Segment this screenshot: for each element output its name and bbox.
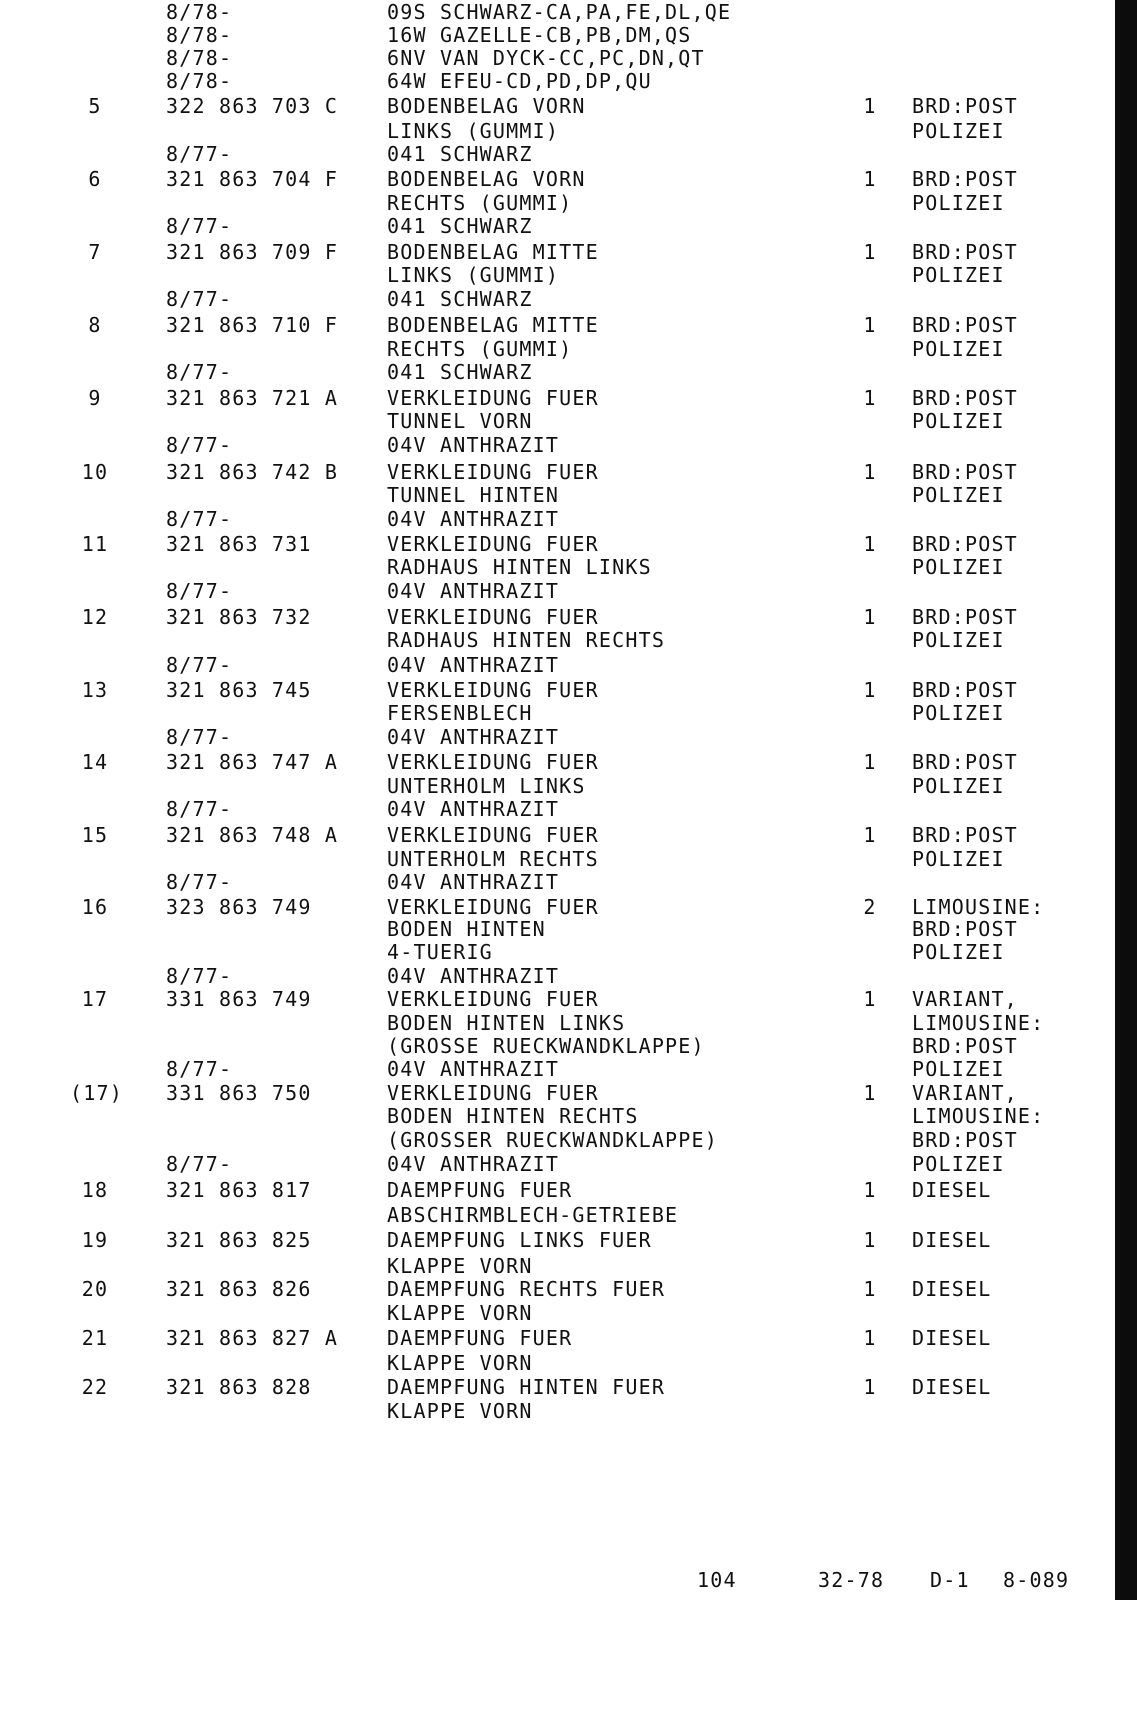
part-description: 041 SCHWARZ [387,287,533,311]
part-number: 321 863 826 [166,1277,312,1301]
part-description: 16W GAZELLE-CB,PB,DM,QS [387,23,692,47]
quantity: 1 [863,94,877,118]
position-number: (17) [70,1081,123,1105]
remark: POLIZEI [912,1057,1005,1081]
part-description: 4-TUERIG [387,940,493,964]
part-description: KLAPPE VORN [387,1301,533,1325]
part-description: 04V ANTHRAZIT [387,964,560,988]
part-number: 323 863 749 [166,895,312,919]
part-description: 04V ANTHRAZIT [387,433,560,457]
part-description: TUNNEL VORN [387,409,533,433]
page-footer [0,1568,1137,1592]
page-number: 104 [697,1568,737,1592]
quantity: 1 [863,605,877,629]
remark: POLIZEI [912,337,1005,361]
quantity: 1 [863,750,877,774]
part-description: RECHTS (GUMMI) [387,191,573,215]
position-number: 10 [81,460,109,484]
remark: DIESEL [912,1326,992,1350]
part-number: 8/78- [166,23,233,47]
position-number: 16 [81,895,109,919]
part-description: 04V ANTHRAZIT [387,507,560,531]
remark: POLIZEI [912,191,1005,215]
part-number: 8/77- [166,142,233,166]
part-description: VERKLEIDUNG FUER [387,895,599,919]
remark: BRD:POST [912,917,1018,941]
part-description: 041 SCHWARZ [387,214,533,238]
section-code: D-1 [930,1568,970,1592]
part-number: 321 863 732 [166,605,312,629]
part-number: 321 863 745 [166,678,312,702]
remark: VARIANT, [912,1081,1018,1105]
part-number: 8/77- [166,1152,233,1176]
part-description: VERKLEIDUNG FUER [387,386,599,410]
part-description: RADHAUS HINTEN LINKS [387,555,652,579]
remark: POLIZEI [912,774,1005,798]
part-description: 041 SCHWARZ [387,142,533,166]
part-number: 321 863 709 F [166,240,339,264]
part-number: 8/78- [166,46,233,70]
quantity: 1 [863,1081,877,1105]
position-number: 20 [81,1277,109,1301]
part-description: ABSCHIRMBLECH-GETRIEBE [387,1203,679,1227]
part-number: 8/77- [166,433,233,457]
remark: POLIZEI [912,701,1005,725]
remark: LIMOUSINE: [912,1104,1045,1128]
part-number: 321 863 825 [166,1228,312,1252]
position-number: 9 [88,386,102,410]
quantity: 1 [863,386,877,410]
position-number: 11 [81,532,109,556]
remark: BRD:POST [912,240,1018,264]
part-number: 331 863 750 [166,1081,312,1105]
position-number: 8 [88,313,102,337]
document-code: 8-089 [1003,1568,1070,1592]
part-description: RECHTS (GUMMI) [387,337,573,361]
position-number: 21 [81,1326,109,1350]
remark: BRD:POST [912,532,1018,556]
part-description: 04V ANTHRAZIT [387,579,560,603]
part-description: RADHAUS HINTEN RECHTS [387,628,666,652]
part-description: DAEMPFUNG LINKS FUER [387,1228,652,1252]
part-number: 321 863 704 F [166,167,339,191]
part-number: 321 863 710 F [166,313,339,337]
part-description: VERKLEIDUNG FUER [387,987,599,1011]
part-number: 321 863 748 A [166,823,339,847]
part-number: 322 863 703 C [166,94,339,118]
remark: POLIZEI [912,263,1005,287]
position-number: 17 [81,987,109,1011]
remark: BRD:POST [912,386,1018,410]
remark: LIMOUSINE: [912,1011,1045,1035]
remark: DIESEL [912,1178,992,1202]
position-number: 19 [81,1228,109,1252]
remark: BRD:POST [912,94,1018,118]
part-number: 8/77- [166,797,233,821]
part-number: 331 863 749 [166,987,312,1011]
remark: BRD:POST [912,460,1018,484]
quantity: 1 [863,678,877,702]
position-number: 6 [88,167,102,191]
part-number: 8/77- [166,507,233,531]
quantity: 1 [863,1277,877,1301]
part-description: VERKLEIDUNG FUER [387,750,599,774]
part-description: BODEN HINTEN [387,917,546,941]
part-number: 8/77- [166,214,233,238]
part-number: 321 863 747 A [166,750,339,774]
quantity: 1 [863,532,877,556]
quantity: 1 [863,987,877,1011]
part-description: BODENBELAG MITTE [387,240,599,264]
part-number: 8/78- [166,69,233,93]
part-description: DAEMPFUNG FUER [387,1326,573,1350]
part-number: 8/77- [166,964,233,988]
part-description: FERSENBLECH [387,701,533,725]
remark: BRD:POST [912,605,1018,629]
quantity: 2 [863,895,877,919]
quantity: 1 [863,167,877,191]
position-number: 14 [81,750,109,774]
remark: DIESEL [912,1228,992,1252]
part-description: LINKS (GUMMI) [387,119,560,143]
position-number: 15 [81,823,109,847]
remark: POLIZEI [912,847,1005,871]
remark: BRD:POST [912,823,1018,847]
part-description: UNTERHOLM RECHTS [387,847,599,871]
part-number: 321 863 828 [166,1375,312,1399]
part-description: DAEMPFUNG HINTEN FUER [387,1375,666,1399]
remark: POLIZEI [912,628,1005,652]
part-description: VERKLEIDUNG FUER [387,1081,599,1105]
remark: POLIZEI [912,555,1005,579]
remark: POLIZEI [912,940,1005,964]
part-description: LINKS (GUMMI) [387,263,560,287]
remark: POLIZEI [912,409,1005,433]
quantity: 1 [863,1228,877,1252]
part-description: BODEN HINTEN RECHTS [387,1104,639,1128]
part-description: VERKLEIDUNG FUER [387,532,599,556]
part-number: 321 863 827 A [166,1326,339,1350]
part-description: VERKLEIDUNG FUER [387,460,599,484]
part-description: 04V ANTHRAZIT [387,725,560,749]
part-description: 64W EFEU-CD,PD,DP,QU [387,69,652,93]
part-number: 8/78- [166,0,233,24]
part-description: BODEN HINTEN LINKS [387,1011,626,1035]
remark: BRD:POST [912,313,1018,337]
part-description: BODENBELAG MITTE [387,313,599,337]
part-number: 8/77- [166,579,233,603]
group-code: 32-78 [818,1568,885,1592]
part-description: 04V ANTHRAZIT [387,1152,560,1176]
part-number: 321 863 817 [166,1178,312,1202]
part-description: VERKLEIDUNG FUER [387,678,599,702]
position-number: 18 [81,1178,109,1202]
remark: BRD:POST [912,1034,1018,1058]
position-number: 13 [81,678,109,702]
part-description: 04V ANTHRAZIT [387,653,560,677]
part-description: (GROSSER RUECKWANDKLAPPE) [387,1128,719,1152]
remark: LIMOUSINE: [912,895,1045,919]
part-description: UNTERHOLM LINKS [387,774,586,798]
part-description: 04V ANTHRAZIT [387,870,560,894]
quantity: 1 [863,460,877,484]
remark: POLIZEI [912,1152,1005,1176]
position-number: 22 [81,1375,109,1399]
part-number: 8/77- [166,725,233,749]
part-description: DAEMPFUNG RECHTS FUER [387,1277,666,1301]
position-number: 12 [81,605,109,629]
part-description: KLAPPE VORN [387,1399,533,1423]
part-number: 8/77- [166,653,233,677]
part-description: KLAPPE VORN [387,1351,533,1375]
position-number: 7 [88,240,102,264]
part-description: VERKLEIDUNG FUER [387,605,599,629]
part-number: 8/77- [166,870,233,894]
remark: POLIZEI [912,119,1005,143]
part-number: 321 863 731 [166,532,312,556]
quantity: 1 [863,1178,877,1202]
quantity: 1 [863,1326,877,1350]
quantity: 1 [863,240,877,264]
remark: POLIZEI [912,483,1005,507]
part-description: 041 SCHWARZ [387,360,533,384]
part-description: 04V ANTHRAZIT [387,797,560,821]
part-description: BODENBELAG VORN [387,167,586,191]
remark: BRD:POST [912,678,1018,702]
position-number: 5 [88,94,102,118]
quantity: 1 [863,313,877,337]
quantity: 1 [863,1375,877,1399]
remark: BRD:POST [912,167,1018,191]
scan-edge-shadow [1115,0,1137,1600]
part-description: 04V ANTHRAZIT [387,1057,560,1081]
part-number: 8/77- [166,287,233,311]
remark: VARIANT, [912,987,1018,1011]
remark: BRD:POST [912,750,1018,774]
part-description: (GROSSE RUECKWANDKLAPPE) [387,1034,705,1058]
part-description: VERKLEIDUNG FUER [387,823,599,847]
part-description: 09S SCHWARZ-CA,PA,FE,DL,QE [387,0,732,24]
part-number: 8/77- [166,360,233,384]
part-description: KLAPPE VORN [387,1254,533,1278]
remark: DIESEL [912,1375,992,1399]
part-description: DAEMPFUNG FUER [387,1178,573,1202]
part-description: TUNNEL HINTEN [387,483,560,507]
remark: DIESEL [912,1277,992,1301]
quantity: 1 [863,823,877,847]
part-number: 321 863 742 B [166,460,339,484]
remark: BRD:POST [912,1128,1018,1152]
part-description: 6NV VAN DYCK-CC,PC,DN,QT [387,46,705,70]
part-number: 321 863 721 A [166,386,339,410]
part-description: BODENBELAG VORN [387,94,586,118]
part-number: 8/77- [166,1057,233,1081]
